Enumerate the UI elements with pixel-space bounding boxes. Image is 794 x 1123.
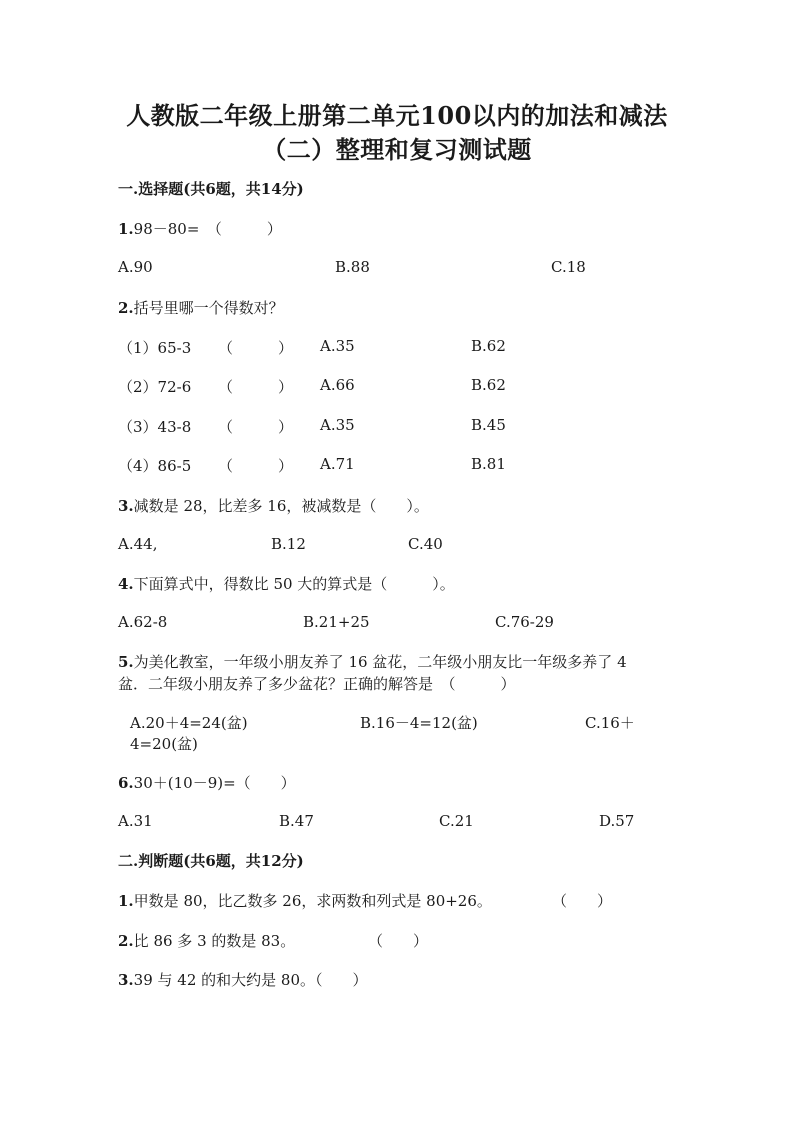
judgement-1 [118,890,492,911]
option-b: B.45 [471,416,506,434]
question-6 [118,772,296,793]
option-c-continued: 4=20(盆) [130,735,198,753]
page-title-line2: （二）整理和复习测试题 [262,135,532,164]
question-text: 39 与 42 的和大约是 80。（ ） [133,971,368,989]
option-a: A.35 [320,416,355,434]
question-text: 为美化教室，一年级小朋友养了 16 盆花，二年级小朋友比一年级多养了 4 [133,653,627,671]
option-c: C.16＋ [585,714,635,732]
answer-paren: （ ） [552,892,613,910]
question-text: 减数是 28，比差多 16，被减数是（ ）。 [133,497,429,515]
judgement-3 [118,969,368,990]
answer-paren: （ ） [368,932,429,950]
judgement-2 [118,930,295,951]
option-b: B.81 [471,455,506,473]
option-a: A.66 [320,376,355,394]
section-header-choice: 一.选择题(共6题，共14分) [118,180,304,198]
option-a: A.62-8 [118,613,168,631]
question-3 [118,495,429,516]
q2-row-paren: （ ） [218,339,294,357]
page-title-line1: 人教版二年级上册第二单元100以内的加法和减法 [126,101,668,130]
q2-row-expr: （2）72-6 [118,378,192,396]
q2-row-expr: （3）43-8 [118,418,192,436]
option-b: B.21+25 [303,613,370,631]
question-number: 3. [118,497,134,515]
question-number: 1. [118,220,134,238]
question-number: 2. [118,932,134,950]
option-b: B.12 [271,535,306,553]
question-text: 括号里哪一个得数对？ [133,299,284,317]
option-b: B.16－4=12(盆) [360,714,478,732]
option-c: C.76-29 [495,613,554,631]
option-a: A.35 [320,337,355,355]
option-b: B.47 [279,812,314,830]
q2-row-expr: （1）65-3 [118,339,192,357]
question-number: 6. [118,774,134,792]
question-2 [118,297,284,318]
option-d: D.57 [599,812,635,830]
question-number: 2. [118,299,134,317]
q2-row-expr: （4）86-5 [118,457,192,475]
question-text: 98－80= （ ） [133,220,282,238]
question-1 [118,218,282,239]
option-a: A.20＋4=24(盆) [130,714,248,732]
question-number: 5. [118,653,134,671]
q2-row-paren: （ ） [218,457,294,475]
option-b: B.62 [471,337,506,355]
option-b: B.62 [471,376,506,394]
option-a: A.90 [118,258,153,276]
question-5 [118,651,627,672]
question-number: 3. [118,971,134,989]
question-4 [118,573,455,594]
option-c: C.21 [439,812,474,830]
question-5-line2: 盆．二年级小朋友养了多少盆花？正确的解答是 （ ） [118,675,516,693]
question-text: 30＋(10－9)=（ ） [133,774,296,792]
option-a: A.71 [320,455,355,473]
section-header-judgement: 二.判断题(共6题，共12分) [118,852,304,870]
question-number: 1. [118,892,134,910]
option-c: C.18 [551,258,586,276]
question-text: 甲数是 80，比乙数多 26，求两数和列式是 80+26。 [133,892,492,910]
option-a: A.44, [118,535,158,553]
option-c: C.40 [408,535,443,553]
q2-row-paren: （ ） [218,378,294,396]
q2-row-paren: （ ） [218,418,294,436]
question-text: 比 86 多 3 的数是 83。 [133,932,296,950]
question-number: 4. [118,575,134,593]
option-b: B.88 [335,258,370,276]
option-a: A.31 [118,812,153,830]
question-text: 下面算式中，得数比 50 大的算式是（ ）。 [133,575,455,593]
